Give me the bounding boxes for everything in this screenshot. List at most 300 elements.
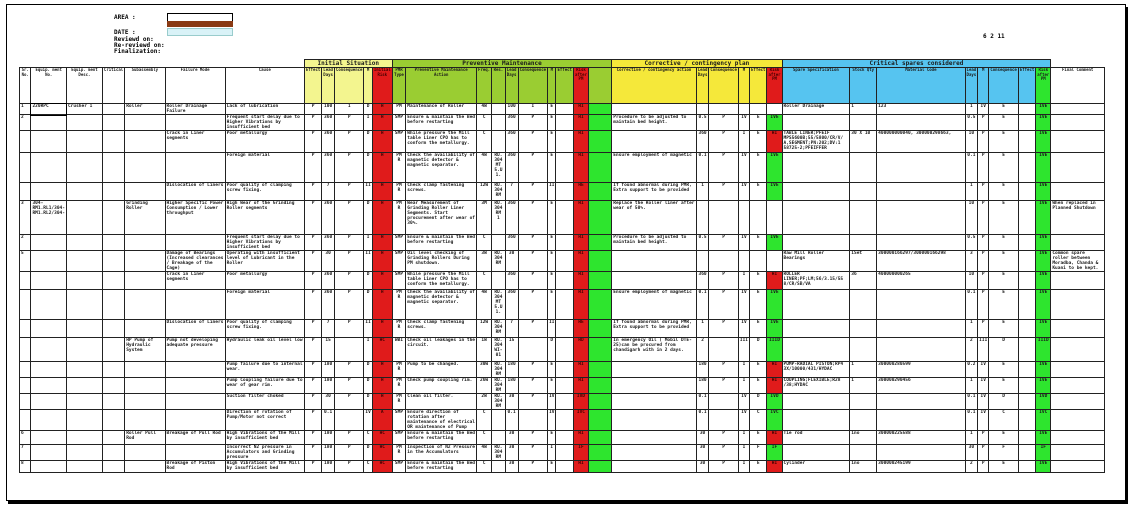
table-cell[interactable]: Ensure & maintain the Bed before restarting bbox=[406, 115, 477, 131]
table-cell[interactable] bbox=[767, 251, 782, 272]
table-cell[interactable]: 360 bbox=[505, 153, 518, 183]
table-cell[interactable]: IVE bbox=[1036, 153, 1051, 183]
table-cell[interactable]: 5 bbox=[20, 251, 31, 272]
table-cell[interactable]: Damage of Bearings (Increased clearances / Breakage of the Cage) bbox=[166, 251, 224, 271]
table-cell[interactable]: 0.1 bbox=[965, 394, 978, 410]
table-cell[interactable] bbox=[750, 251, 767, 272]
table-cell[interactable]: COUPLING;FLEXIBLE;R28 /38;HYDAC bbox=[782, 378, 850, 394]
table-cell[interactable]: IVE bbox=[1036, 235, 1051, 251]
table-cell[interactable]: 360 bbox=[322, 131, 335, 153]
table-cell[interactable]: HI bbox=[767, 131, 782, 153]
table-cell[interactable]: 1 bbox=[850, 378, 877, 394]
table-cell[interactable]: 1Set bbox=[850, 251, 877, 272]
table-cell[interactable]: P bbox=[709, 362, 739, 378]
table-cell[interactable]: 3M bbox=[477, 201, 492, 235]
table-cell[interactable] bbox=[588, 183, 611, 201]
col-consequence-3[interactable]: Consequence bbox=[709, 68, 739, 104]
table-cell[interactable]: H bbox=[372, 201, 392, 235]
table-cell[interactable]: H bbox=[372, 131, 392, 153]
table-cell[interactable] bbox=[31, 272, 67, 290]
table-cell[interactable]: Frequent start delay due to Higher Vibrations by insufficient bed bbox=[225, 235, 304, 251]
table-cell[interactable]: PM bbox=[392, 104, 406, 115]
table-cell[interactable] bbox=[125, 153, 165, 183]
table-cell[interactable]: HI bbox=[573, 131, 588, 153]
table-cell[interactable]: HI bbox=[573, 461, 588, 473]
table-cell[interactable] bbox=[612, 104, 697, 115]
table-cell[interactable]: I bbox=[738, 378, 749, 394]
table-cell[interactable] bbox=[850, 410, 877, 431]
table-cell[interactable] bbox=[877, 320, 965, 338]
table-cell[interactable] bbox=[877, 338, 965, 362]
table-cell[interactable]: P bbox=[978, 153, 989, 183]
table-cell[interactable]: 7 bbox=[20, 445, 31, 461]
table-cell[interactable]: 1 bbox=[696, 320, 709, 338]
table-cell[interactable]: 4W bbox=[477, 290, 492, 320]
table-cell[interactable] bbox=[1051, 445, 1105, 461]
table-cell[interactable]: C bbox=[477, 431, 492, 445]
table-cell[interactable]: HI bbox=[767, 378, 782, 394]
table-cell[interactable] bbox=[696, 104, 709, 115]
table-cell[interactable]: IV bbox=[738, 183, 749, 201]
table-cell[interactable]: Dislocation of Liners bbox=[165, 320, 225, 338]
table-cell[interactable] bbox=[1051, 235, 1105, 251]
table-cell[interactable] bbox=[492, 235, 506, 251]
table-cell[interactable] bbox=[556, 131, 573, 153]
table-cell[interactable] bbox=[20, 410, 31, 431]
table-cell[interactable]: P bbox=[518, 461, 548, 473]
table-cell[interactable]: P bbox=[978, 131, 989, 153]
table-cell[interactable]: 7 bbox=[505, 320, 518, 338]
table-cell[interactable] bbox=[709, 201, 739, 235]
table-cell[interactable]: P bbox=[709, 445, 739, 461]
table-cell[interactable]: 360 bbox=[505, 131, 518, 153]
table-cell[interactable]: D bbox=[364, 131, 372, 153]
table-cell[interactable]: 12W bbox=[477, 320, 492, 338]
table-cell[interactable]: P bbox=[709, 461, 739, 473]
table-cell[interactable]: C bbox=[989, 410, 1019, 431]
table-cell[interactable]: 0.1 bbox=[696, 410, 709, 431]
table-cell[interactable]: Replace the Roller liner after wear of 50%. bbox=[612, 201, 697, 235]
table-cell[interactable]: 3 bbox=[965, 251, 978, 272]
table-cell[interactable]: 180 bbox=[505, 362, 518, 378]
col-equipment-desc[interactable]: Equip. ment Desc. bbox=[66, 68, 102, 104]
table-cell[interactable] bbox=[750, 104, 767, 115]
table-cell[interactable]: HI bbox=[767, 431, 782, 445]
table-cell[interactable]: IV bbox=[978, 378, 989, 394]
table-cell[interactable]: P bbox=[304, 410, 321, 431]
table-cell[interactable]: D bbox=[364, 394, 372, 410]
table-cell[interactable]: If found abnormal during PMR, Extra support to be provided bbox=[612, 183, 697, 201]
table-cell[interactable] bbox=[20, 272, 31, 290]
table-cell[interactable]: I bbox=[738, 272, 749, 290]
table-cell[interactable] bbox=[696, 201, 709, 235]
table-cell[interactable] bbox=[20, 394, 31, 410]
table-cell[interactable] bbox=[738, 201, 749, 235]
table-cell[interactable]: 30 X 10 bbox=[850, 131, 877, 153]
table-cell[interactable]: II bbox=[364, 320, 372, 338]
table-cell[interactable]: RU. 304 RM bbox=[492, 320, 506, 338]
table-cell[interactable] bbox=[588, 431, 611, 445]
table-cell[interactable]: III bbox=[738, 338, 749, 362]
table-cell[interactable]: 7 bbox=[322, 183, 335, 201]
table-cell[interactable]: HI bbox=[573, 362, 588, 378]
table-cell[interactable]: E bbox=[989, 131, 1019, 153]
table-cell[interactable] bbox=[20, 362, 31, 378]
table-cell[interactable]: 100 bbox=[505, 104, 518, 115]
table-cell[interactable] bbox=[125, 251, 165, 272]
table-cell[interactable]: HI bbox=[573, 115, 588, 131]
table-cell[interactable]: P bbox=[334, 445, 364, 461]
table-cell[interactable] bbox=[556, 104, 573, 115]
table-cell[interactable]: II bbox=[548, 183, 556, 201]
table-cell[interactable]: IVE bbox=[1036, 272, 1051, 290]
table-cell[interactable] bbox=[66, 362, 102, 378]
table-cell[interactable] bbox=[850, 235, 877, 251]
table-cell[interactable]: D bbox=[364, 201, 372, 235]
table-cell[interactable] bbox=[1018, 338, 1035, 362]
table-cell[interactable]: HI bbox=[573, 272, 588, 290]
table-cell[interactable]: P bbox=[304, 378, 321, 394]
table-cell[interactable]: E bbox=[989, 115, 1019, 131]
table-cell[interactable] bbox=[588, 290, 611, 320]
table-cell[interactable]: IVE bbox=[1036, 378, 1051, 394]
table-cell[interactable]: SMP bbox=[392, 272, 406, 290]
table-cell[interactable]: RU. 304 RM bbox=[492, 378, 506, 394]
table-cell[interactable] bbox=[1051, 320, 1105, 338]
table-cell[interactable] bbox=[850, 290, 877, 320]
table-cell[interactable]: ROLLER LINER;PF;LM;56/3.15/55 8/CR/SB/VA bbox=[782, 272, 850, 290]
table-cell[interactable]: Clean oil filter. bbox=[406, 394, 477, 410]
table-cell[interactable] bbox=[850, 115, 877, 131]
table-cell[interactable]: Tie rod bbox=[782, 431, 850, 445]
col-sr-no[interactable]: Sr. No. bbox=[20, 68, 31, 104]
table-cell[interactable]: Crack in Liner segments bbox=[165, 272, 225, 290]
table-cell[interactable] bbox=[66, 378, 102, 394]
col-preventive-action[interactable]: Preventive Maintenance Action bbox=[406, 68, 477, 104]
table-cell[interactable]: E bbox=[750, 431, 767, 445]
table-cell[interactable]: C bbox=[364, 431, 372, 445]
table-cell[interactable] bbox=[612, 394, 697, 410]
table-cell[interactable]: H bbox=[372, 183, 392, 201]
table-cell[interactable] bbox=[31, 445, 67, 461]
table-cell[interactable]: P bbox=[518, 362, 548, 378]
table-cell[interactable]: P bbox=[334, 235, 364, 251]
col-pmr-type[interactable]: PMR Type bbox=[392, 68, 406, 104]
table-cell[interactable]: IVE bbox=[1036, 362, 1051, 378]
table-cell[interactable]: PM R bbox=[392, 290, 406, 320]
table-cell[interactable]: C bbox=[477, 235, 492, 251]
table-cell[interactable]: RU. 304 WI-01 bbox=[492, 338, 506, 362]
table-cell[interactable] bbox=[877, 153, 965, 183]
table-cell[interactable]: H bbox=[372, 115, 392, 131]
col-equipment-no[interactable]: Equip. ment No. bbox=[31, 68, 67, 104]
table-cell[interactable]: P bbox=[304, 272, 321, 290]
table-cell[interactable] bbox=[1051, 394, 1105, 410]
table-cell[interactable] bbox=[102, 115, 124, 131]
table-cell[interactable] bbox=[588, 338, 611, 362]
table-cell[interactable]: P bbox=[978, 290, 989, 320]
table-cell[interactable] bbox=[782, 394, 850, 410]
table-cell[interactable]: P bbox=[334, 394, 364, 410]
table-cell[interactable]: HI bbox=[573, 104, 588, 115]
table-cell[interactable]: When replaced in Planned Shutdown bbox=[1051, 201, 1105, 235]
table-cell[interactable]: E bbox=[548, 131, 556, 153]
table-cell[interactable]: 220RPC bbox=[31, 104, 67, 115]
table-cell[interactable]: 400000000040, 300000298663, bbox=[877, 131, 965, 153]
table-cell[interactable]: D bbox=[364, 104, 372, 115]
table-cell[interactable]: E bbox=[989, 153, 1019, 183]
col-lead-days-2[interactable]: Lead Days bbox=[505, 68, 518, 104]
table-cell[interactable]: E bbox=[989, 320, 1019, 338]
table-cell[interactable] bbox=[1018, 431, 1035, 445]
table-cell[interactable] bbox=[850, 183, 877, 201]
table-cell[interactable]: SMP bbox=[392, 115, 406, 131]
table-cell[interactable] bbox=[556, 183, 573, 201]
table-cell[interactable]: 30 bbox=[696, 431, 709, 445]
table-cell[interactable] bbox=[782, 235, 850, 251]
table-cell[interactable]: 300000225588 bbox=[877, 431, 965, 445]
table-cell[interactable]: E bbox=[750, 183, 767, 201]
table-cell[interactable] bbox=[738, 104, 749, 115]
table-cell[interactable]: SMP bbox=[392, 235, 406, 251]
table-cell[interactable]: 1 bbox=[850, 104, 877, 115]
table-cell[interactable] bbox=[492, 272, 506, 290]
table-cell[interactable]: H bbox=[372, 320, 392, 338]
table-cell[interactable] bbox=[1018, 201, 1035, 235]
table-cell[interactable]: High Wear of the Grinding Roller segments bbox=[225, 201, 304, 235]
table-cell[interactable]: 7 bbox=[505, 183, 518, 201]
table-cell[interactable]: P bbox=[334, 201, 364, 235]
col-resource[interactable]: Res. bbox=[492, 68, 506, 104]
table-cell[interactable]: 1W bbox=[477, 338, 492, 362]
table-cell[interactable]: Ensure & maintain the Bed before restarting bbox=[406, 431, 477, 445]
table-cell[interactable] bbox=[102, 272, 124, 290]
table-cell[interactable]: IVC bbox=[573, 410, 588, 431]
table-cell[interactable]: Roller Drainage Failure bbox=[165, 104, 225, 115]
table-cell[interactable] bbox=[612, 251, 697, 272]
table-cell[interactable]: RU. 304 RM bbox=[492, 362, 506, 378]
table-cell[interactable]: TABLE LINER;PFEIF MPS5600B;55/5800/CR/V/ A,SEGMENT;PN:202;DV:1 58725-2;PFEIFFER bbox=[782, 131, 850, 153]
table-cell[interactable] bbox=[782, 338, 850, 362]
table-cell[interactable]: IV bbox=[364, 410, 372, 431]
table-cell[interactable] bbox=[66, 251, 102, 272]
table-cell[interactable] bbox=[66, 394, 102, 410]
table-cell[interactable] bbox=[66, 338, 102, 362]
table-cell[interactable]: E bbox=[548, 461, 556, 473]
table-cell[interactable] bbox=[492, 115, 506, 131]
table-cell[interactable]: III bbox=[978, 338, 989, 362]
table-cell[interactable] bbox=[1051, 410, 1105, 431]
table-cell[interactable]: Higher Specific Power Consumption / Lower throughput bbox=[165, 201, 225, 235]
table-cell[interactable]: Wear Measurement of Grinding Roller Liner Segments. Start procurement after wear of 30%. bbox=[406, 201, 477, 235]
table-cell[interactable] bbox=[782, 445, 850, 461]
table-cell[interactable] bbox=[1018, 290, 1035, 320]
table-cell[interactable]: 360 bbox=[505, 290, 518, 320]
table-cell[interactable] bbox=[1051, 431, 1105, 445]
table-cell[interactable] bbox=[20, 320, 31, 338]
table-cell[interactable] bbox=[66, 410, 102, 431]
table-cell[interactable]: IIID bbox=[767, 338, 782, 362]
table-cell[interactable] bbox=[102, 461, 124, 473]
table-cell[interactable] bbox=[31, 320, 67, 338]
table-cell[interactable]: H bbox=[372, 272, 392, 290]
table-cell[interactable]: IVE bbox=[1036, 461, 1051, 473]
table-cell[interactable]: 2 bbox=[965, 338, 978, 362]
table-cell[interactable]: 0.2 bbox=[965, 362, 978, 378]
table-cell[interactable]: E bbox=[989, 431, 1019, 445]
table-cell[interactable] bbox=[66, 445, 102, 461]
table-cell[interactable]: P bbox=[518, 131, 548, 153]
table-cell[interactable]: C bbox=[477, 461, 492, 473]
table-cell[interactable]: 0.5 bbox=[965, 235, 978, 251]
table-cell[interactable]: P bbox=[304, 251, 321, 272]
table-cell[interactable]: I bbox=[548, 445, 556, 461]
table-cell[interactable]: HI bbox=[573, 251, 588, 272]
table-cell[interactable] bbox=[1018, 104, 1035, 115]
table-cell[interactable] bbox=[877, 201, 965, 235]
table-cell[interactable]: E bbox=[548, 201, 556, 235]
table-cell[interactable]: IVE bbox=[1036, 201, 1051, 235]
table-cell[interactable] bbox=[165, 290, 225, 320]
table-cell[interactable]: D bbox=[989, 338, 1019, 362]
table-cell[interactable]: IVE bbox=[1036, 320, 1051, 338]
table-cell[interactable]: P bbox=[518, 235, 548, 251]
table-cell[interactable]: P bbox=[304, 431, 321, 445]
table-cell[interactable]: 26W bbox=[477, 378, 492, 394]
table-cell[interactable] bbox=[125, 378, 165, 394]
table-cell[interactable]: If found abnormal during PMR, Extra support to be provided bbox=[612, 320, 697, 338]
table-cell[interactable]: E bbox=[750, 235, 767, 251]
table-cell[interactable]: 360 bbox=[322, 290, 335, 320]
table-cell[interactable]: In emergency Oil ( Mobil DTE-25)can be procured from chandigarh with in 2 days. bbox=[612, 338, 697, 362]
table-cell[interactable] bbox=[20, 378, 31, 394]
table-cell[interactable] bbox=[877, 115, 965, 131]
table-cell[interactable]: I bbox=[738, 362, 749, 378]
table-cell[interactable] bbox=[165, 235, 225, 251]
table-cell[interactable]: P bbox=[978, 431, 989, 445]
table-cell[interactable]: P bbox=[709, 290, 739, 320]
table-cell[interactable]: P bbox=[518, 115, 548, 131]
table-cell[interactable]: 10 bbox=[965, 201, 978, 235]
table-cell[interactable] bbox=[1018, 378, 1035, 394]
table-cell[interactable]: 1 bbox=[334, 104, 364, 115]
table-cell[interactable] bbox=[1051, 104, 1105, 115]
table-cell[interactable] bbox=[1018, 235, 1035, 251]
table-cell[interactable]: Direction of rotation of Pump/Motor not correct bbox=[225, 410, 304, 431]
table-cell[interactable] bbox=[1018, 272, 1035, 290]
table-cell[interactable] bbox=[556, 201, 573, 235]
table-cell[interactable]: RU. 304 MT 5.U 1. bbox=[492, 290, 506, 320]
table-cell[interactable]: P bbox=[518, 183, 548, 201]
table-cell[interactable]: E bbox=[989, 378, 1019, 394]
table-cell[interactable] bbox=[556, 153, 573, 183]
table-cell[interactable] bbox=[750, 201, 767, 235]
table-cell[interactable] bbox=[556, 320, 573, 338]
table-cell[interactable]: F bbox=[989, 445, 1019, 461]
table-cell[interactable]: IVD bbox=[573, 394, 588, 410]
table-cell[interactable]: I bbox=[364, 338, 372, 362]
table-cell[interactable]: 300000166297/300000166298 bbox=[877, 251, 965, 272]
table-cell[interactable]: Pump Coupling failure due to wear of gear rim. bbox=[225, 378, 304, 394]
table-cell[interactable]: RU. 304 MT 5.U 1. bbox=[492, 153, 506, 183]
table-cell[interactable]: 10 bbox=[965, 131, 978, 153]
col-effect[interactable]: Effect bbox=[304, 68, 321, 104]
table-cell[interactable]: C bbox=[477, 272, 492, 290]
table-cell[interactable]: H bbox=[372, 153, 392, 183]
table-cell[interactable]: F bbox=[750, 445, 767, 461]
table-cell[interactable]: P bbox=[518, 378, 548, 394]
table-cell[interactable]: I bbox=[738, 445, 749, 461]
table-cell[interactable] bbox=[66, 153, 102, 183]
table-cell[interactable] bbox=[102, 320, 124, 338]
table-cell[interactable]: IV bbox=[738, 153, 749, 183]
table-cell[interactable]: P bbox=[518, 431, 548, 445]
table-cell[interactable] bbox=[20, 338, 31, 362]
col-risk-after-pm[interactable]: Risk after PM bbox=[573, 68, 588, 104]
table-cell[interactable]: P bbox=[304, 131, 321, 153]
table-cell[interactable]: E bbox=[548, 115, 556, 131]
table-cell[interactable]: D bbox=[364, 290, 372, 320]
table-cell[interactable] bbox=[518, 410, 548, 431]
table-cell[interactable]: P bbox=[304, 290, 321, 320]
table-cell[interactable]: P bbox=[709, 131, 739, 153]
table-cell[interactable]: Common spare roller between Moradba, Chanda & Kuani to be kept. bbox=[1051, 251, 1105, 272]
table-cell[interactable] bbox=[31, 394, 67, 410]
table-cell[interactable]: 3 bbox=[20, 201, 31, 235]
table-cell[interactable]: 123 bbox=[877, 104, 965, 115]
table-cell[interactable] bbox=[588, 153, 611, 183]
table-cell[interactable] bbox=[877, 235, 965, 251]
table-cell[interactable]: Crack in Liner segments bbox=[165, 131, 225, 153]
table-cell[interactable] bbox=[556, 431, 573, 445]
table-cell[interactable] bbox=[31, 378, 67, 394]
table-cell[interactable]: D bbox=[989, 394, 1019, 410]
table-cell[interactable]: 1no bbox=[850, 431, 877, 445]
table-cell[interactable] bbox=[125, 115, 165, 131]
table-cell[interactable]: E bbox=[548, 272, 556, 290]
col-consequence-4[interactable]: Consequence bbox=[989, 68, 1019, 104]
table-cell[interactable] bbox=[1051, 115, 1105, 131]
table-cell[interactable]: Ensure & maintain the Bed before restarting bbox=[407, 461, 476, 471]
col-corrective-action[interactable]: Corrective / contingency action bbox=[612, 68, 697, 104]
table-cell[interactable]: 30 bbox=[505, 461, 518, 473]
table-cell[interactable] bbox=[66, 431, 102, 445]
table-cell[interactable] bbox=[165, 153, 225, 183]
table-cell[interactable] bbox=[31, 235, 67, 251]
table-cell[interactable]: P bbox=[334, 272, 364, 290]
table-cell[interactable] bbox=[612, 461, 697, 473]
table-cell[interactable] bbox=[556, 410, 573, 431]
table-cell[interactable] bbox=[125, 394, 165, 410]
table-cell[interactable]: Roller bbox=[125, 104, 165, 115]
table-cell[interactable]: While pressure the Mill table Liner CPO has to conform the metallurgy. bbox=[406, 131, 477, 153]
table-cell[interactable]: RU. 304 RM bbox=[492, 251, 506, 272]
table-cell[interactable] bbox=[31, 115, 67, 131]
table-cell[interactable] bbox=[31, 431, 67, 445]
table-cell[interactable]: IV bbox=[738, 290, 749, 320]
table-cell[interactable]: E bbox=[548, 104, 556, 115]
table-cell[interactable]: Check clamp fastening screws. bbox=[406, 320, 477, 338]
table-cell[interactable]: 180 bbox=[322, 445, 335, 461]
table-cell[interactable] bbox=[1051, 461, 1105, 473]
table-cell[interactable]: IVC bbox=[767, 410, 782, 431]
col-final-risk[interactable]: Risk after PM bbox=[1036, 68, 1051, 104]
table-cell[interactable]: 360 bbox=[696, 272, 709, 290]
table-cell[interactable]: HC bbox=[372, 338, 392, 362]
table-cell[interactable] bbox=[782, 115, 850, 131]
table-cell[interactable]: 30 bbox=[505, 431, 518, 445]
table-cell[interactable] bbox=[782, 410, 850, 431]
